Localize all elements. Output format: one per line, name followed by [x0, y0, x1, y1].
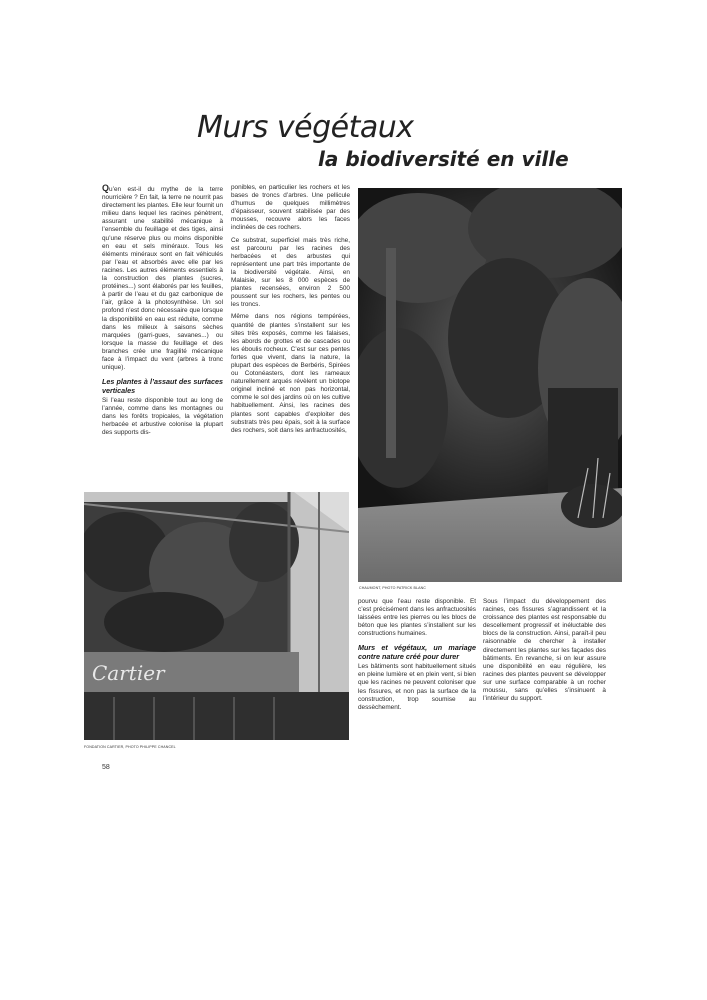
paragraph: Sous l’impact du développement des racines, ces fissures s’agrandissent et la croissance des plantes est responsable du descellement progressif et inéluctable des blocs de la construction. Ainsi, paraît-il peu raisonnable de chercher à installer directement les plantes sur les façades des bâtiments. En revanche, si on leur assure une disponibilité en eau régulière, les racines des plantes peuvent se développer sur une surface comparable à un rocher moussu, sans qu’elles s’insinuent à l’intérieur du support. [483, 598, 606, 703]
section-heading: Murs et végétaux, un mariage contre nature créé pour durer [358, 643, 476, 661]
shop-sign-text: Cartier [92, 661, 165, 685]
paragraph: Les bâtiments sont habituellement situés en pleine lumière et en plein vent, si bien que les racines ne peuvent coloniser que les fissures, et non pas la surface de la construction, trop soumise au dessèchement. [358, 663, 476, 711]
paragraph: ponibles, en particulier les rochers et les bases de troncs d’arbres. Une pellicule d’humus de quelques millimètres d’épaisseur, souvent stabilisée par des mousses, recouvre alors les faces inclinées de ces rochers. [231, 184, 350, 232]
paragraph: Même dans nos régions tempérées, quantité de plantes s’installent sur les sites très exposés, comme les falaises, les abords de grottes et de cascades ou les éboulis rocheux. C’est sur ces pentes fortes que vivent, dans la nature, la plupart des espèces de Berbéris, Spirées ou Cotonéasters, dont les rameaux naturellement arqués révèlent un biotope originel incliné et non pas horizontal, comme le sol des jardins où on les cultive habituellement. Ainsi, les racines des plantes sont capables d’exploiter des substrats très peu épais, soit à la surface des rochers, soit dans les anfractuosités, [231, 313, 350, 434]
paragraph: pourvu que l’eau reste disponible. Et c’est précisément dans les anfractuosités laissées entre les pierres ou les blocs de béton que les plantes s’installent sur les constructions humaines. [358, 598, 476, 638]
page-number: 58 [102, 764, 110, 771]
text-column-4 [483, 598, 606, 707]
vegetal-wall-photo [358, 188, 622, 582]
photo-credit: CHAUMONT, PHOTO PATRICK BLANC [359, 586, 426, 590]
photo-credit: FONDATION CARTIER, PHOTO PHILIPPE CHANCEL [84, 745, 176, 749]
paragraph: Qu’en est-il du mythe de la terre nourricière ? En fait, la terre ne nourrit pas directement les plantes. Elle leur fournit un milieu dans lequel les racines pénètrent, assurant une stabilité mécanique à l’ensemble du feuillage et des tiges, ainsi qu’une réserve plus ou moins disponible en eau et sels minéraux. Tous les éléments minéraux sont en fait véhiculés par l’eau et absorbés avec elle par les racines. Les autres éléments essentiels à la construction des plantes (sucres, protéines...) sont élaborés par les feuilles, à partir de l’eau et du gaz carbonique de l’air, grâce à la photosynthèse. Un sol profond n’est donc nécessaire que lorsque la disponibilité en eau est réduite, comme dans les milieux à saisons sèches marquées (garri-gues, savanes...) ou lorsque la masse du feuillage et des branches crée une fragilité mécanique face à l’impact du vent (arbres à tronc unique). [102, 183, 223, 372]
text-column-3 [358, 598, 476, 716]
section-heading: Les plantes à l’assaut des surfaces verticales [102, 377, 223, 395]
article-title: Murs végétaux [197, 110, 414, 145]
article-subtitle: la biodiversité en ville [318, 147, 569, 171]
paragraph: Si l’eau reste disponible tout au long de l’année, comme dans les montagnes ou dans les forêts tropicales, la végétation herbacée et arbustive colonise la plupart des supports dis- [102, 396, 223, 437]
paragraph: Ce substrat, superficiel mais très riche, est parcouru par les racines des herbacées et des arbustes qui représentent une part très importante de la biodiversité végétale. Ainsi, en Malaisie, sur les 8 000 espèces de plantes recensées, environ 2 500 poussent sur les rochers, les pentes ou les troncs. [231, 236, 350, 309]
cartier-building-photo [84, 492, 349, 740]
text-column-1 [102, 184, 223, 441]
text-column-2 [231, 184, 350, 439]
